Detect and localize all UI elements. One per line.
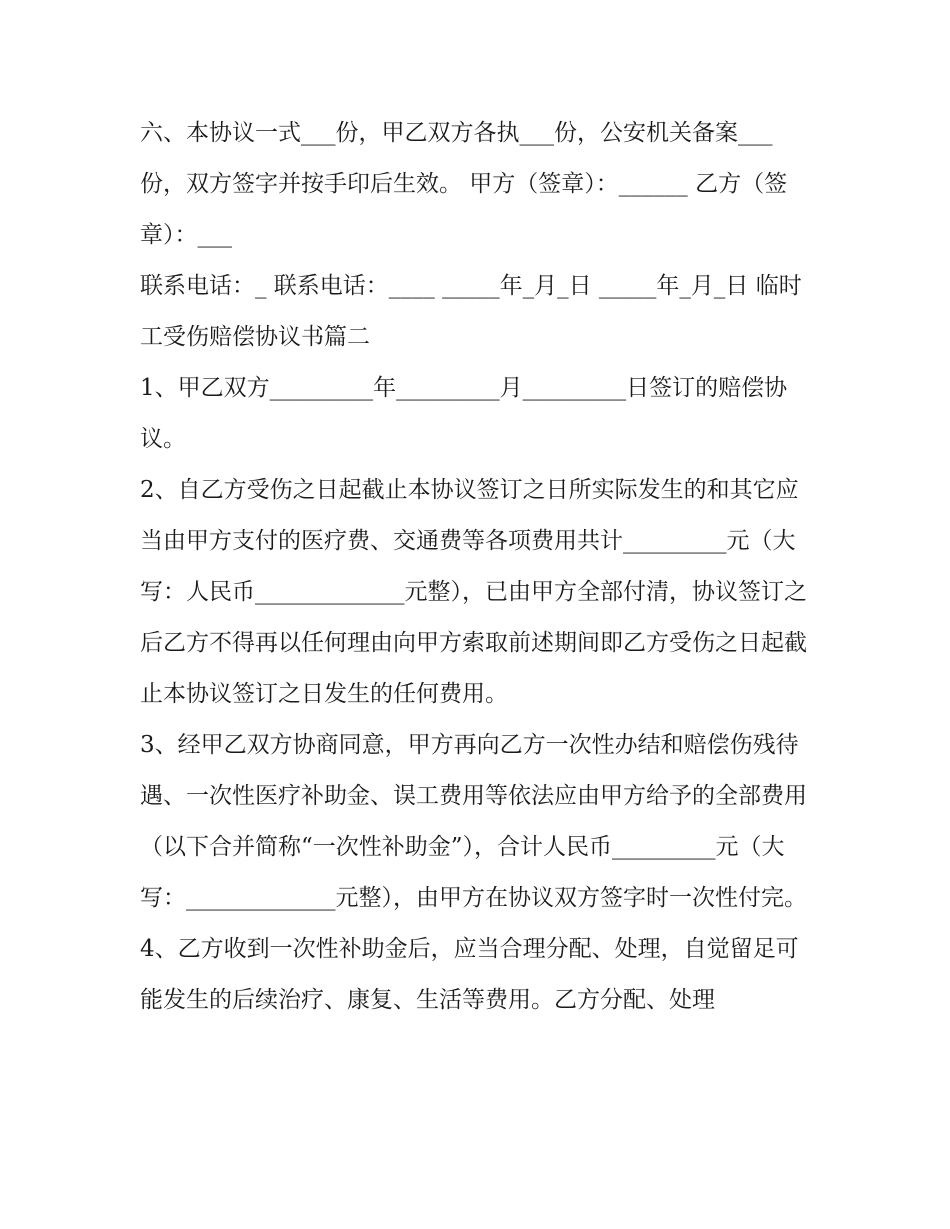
document-body bbox=[140, 108, 812, 1026]
paragraph-clause-4: 4、乙方收到一次性补助金后，应当合理分配、处理，自觉留足可能发生的后续治疗、康复、生活等费用。乙方分配、处理 bbox=[140, 936, 799, 1013]
paragraph-contacts-dates-and-title: 联系电话：_ 联系电话：____ _____年_月_日 _____年_月_日 临时工受伤赔偿协议书篇二 bbox=[140, 273, 802, 350]
paragraph-clause-1: 1、甲乙双方_________年_________月_________日签订的赔偿协议。 bbox=[140, 375, 788, 452]
paragraph-clause-2: 2、自乙方受伤之日起截止本协议签订之日所实际发生的和其它应当由甲方支付的医疗费、交通费等各项费用共计_________元（大写：人民币_____________元整），已由甲方全部付清，协议签订之后乙方不得再以任何理由向甲方索取前述期间即乙方受伤之日起截止本协议签订之日发生的任何费用。 bbox=[140, 477, 807, 707]
paragraph-clause-3: 3、经甲乙双方协商同意，甲方再向乙方一次性办结和赔偿伤残待遇、一次性医疗补助金、误工费用等依法应由甲方给予的全部费用（以下合并简称“一次性补助金”），合计人民币_________元（大写：_____________元整），由甲方在协议双方签字时一次性付完。 bbox=[140, 732, 807, 911]
paragraph-six-copies-and-signatures: 六、本协议一式___份，甲乙双方各执___份，公安机关备案___份，双方签字并按手印后生效。 甲方（签章）：______ 乙方（签章）：___ bbox=[140, 120, 788, 248]
